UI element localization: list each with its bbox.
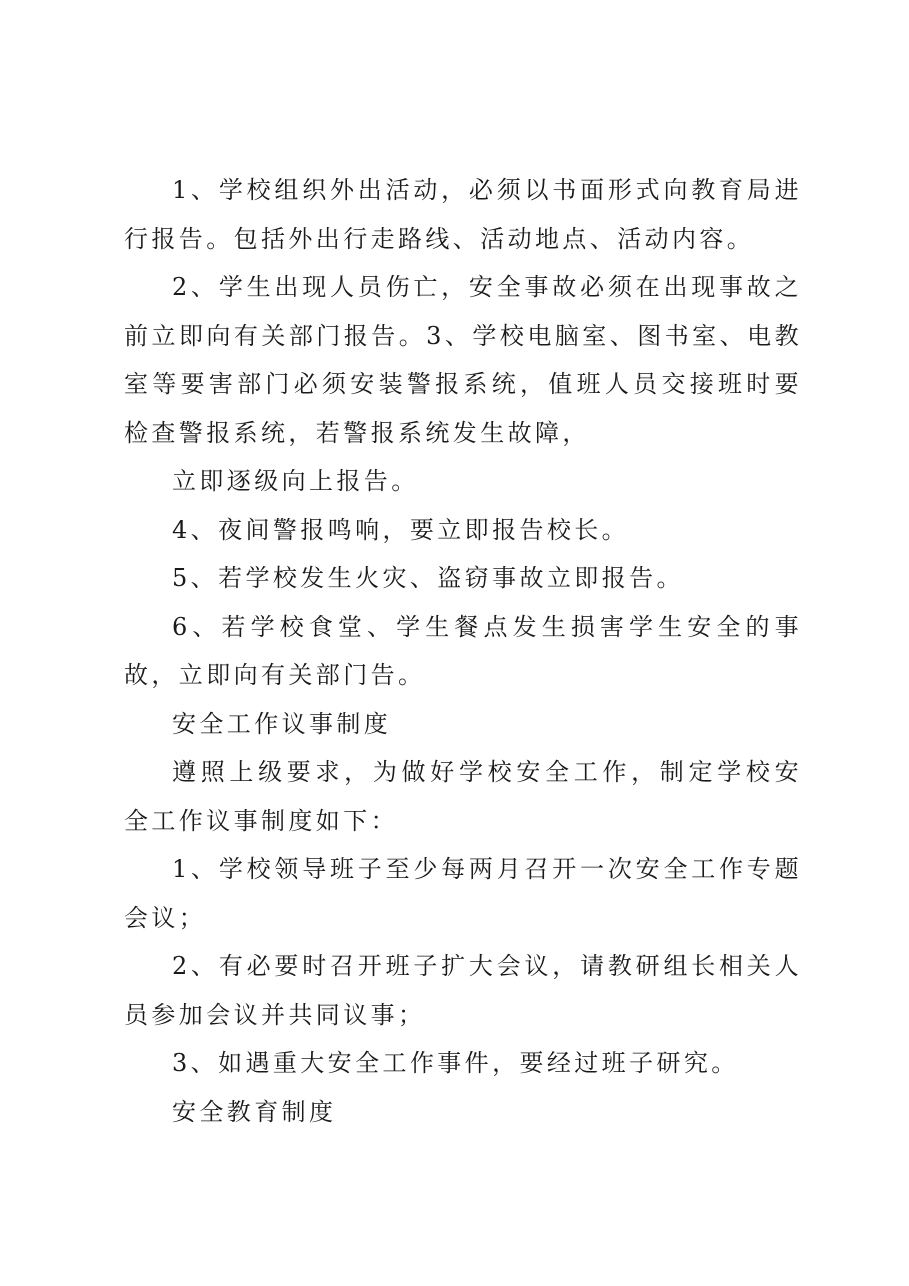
paragraph-report-casualty-alarm: 2、学生出现人员伤亡，安全事故必须在出现事故之前立即向有关部门报告。3、学校电脑室、图书室、电教室等要害部门必须安装警报系统，值班人员交接班时要检查警报系统，若警报系统发生故障， — [124, 273, 802, 447]
section-heading-safety-meeting: 安全工作议事制度 — [172, 709, 392, 738]
paragraph-canteen: 6、若学校食堂、学生餐点发生损害学生安全的事故，立即向有关部门告。 — [124, 612, 802, 689]
paragraph-report-outing: 1、学校组织外出活动，必须以书面形式向教育局进行报告。包括外出行走路线、活动地点、活动内容。 — [124, 176, 802, 253]
paragraph-meeting-item-1: 1、学校领导班子至少每两月召开一次安全工作专题会议； — [124, 855, 802, 932]
paragraph-meeting-item-2: 2、有必要时召开班子扩大会议，请教研组长相关人员参加会议并共同议事； — [124, 952, 802, 1029]
paragraph-meeting-intro: 遵照上级要求，为做好学校安全工作，制定学校安全工作议事制度如下： — [124, 758, 802, 835]
paragraph-report-upward: 立即逐级向上报告。 — [172, 467, 419, 495]
paragraph-night-alarm: 4、夜间警报鸣响，要立即报告校长。 — [172, 515, 630, 544]
document-body — [124, 166, 802, 1136]
paragraph-meeting-item-3: 3、如遇重大安全工作事件，要经过班子研究。 — [172, 1049, 739, 1077]
section-heading-safety-education: 安全教育制度 — [172, 1097, 337, 1126]
paragraph-fire-theft: 5、若学校发生火灾、盗窃事故立即报告。 — [172, 564, 684, 592]
